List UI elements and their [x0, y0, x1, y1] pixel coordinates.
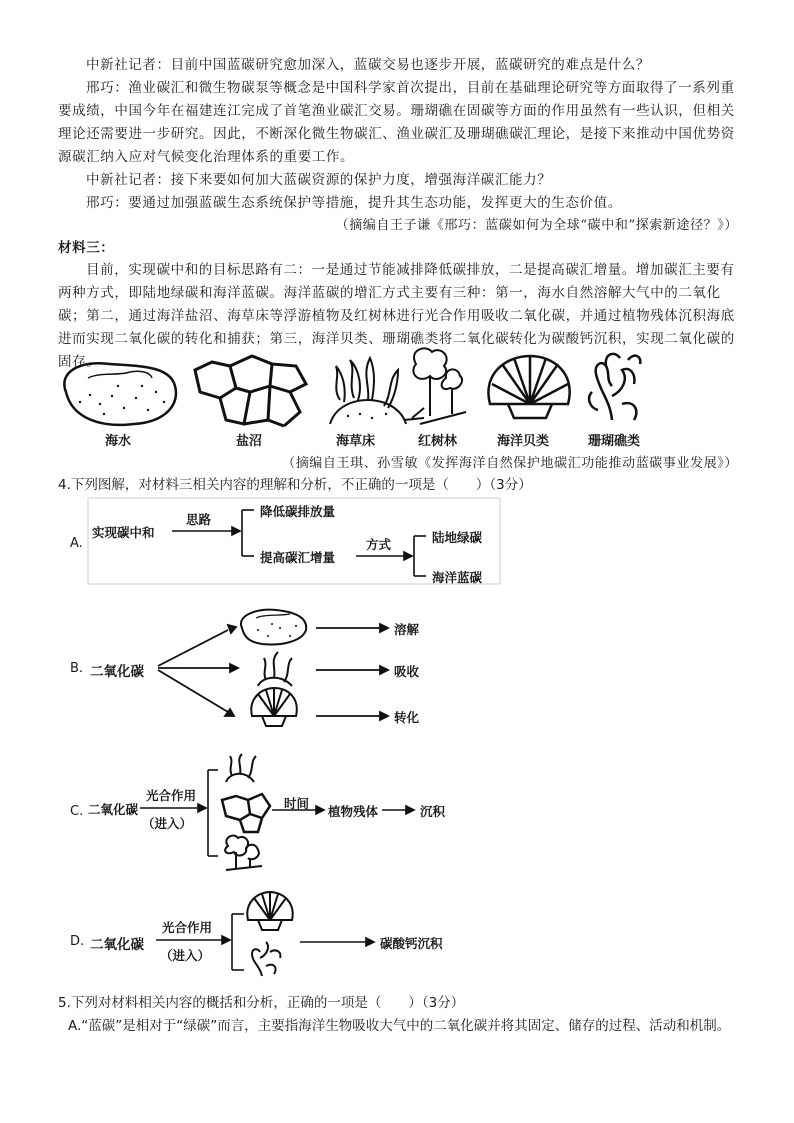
question-4-stem: 4.下列图解，对材料三相关内容的理解和分析，不正确的一项是（ ）（3分） — [58, 477, 532, 493]
option-a-leaf-1: 陆地绿碳 — [432, 530, 483, 545]
image-label-coral: 珊瑚礁类 — [588, 434, 641, 449]
interview-question-1: 中新社记者：目前中国蓝碳研究愈加深入，蓝碳交易也逐步开展，蓝碳研究的难点是什么？ — [86, 57, 650, 73]
image-label-salt-marsh: 盐沼 — [236, 434, 263, 449]
option-d-edge-bottom: （进入） — [160, 948, 211, 963]
option-c-edge-top: 光合作用 — [146, 788, 197, 803]
option-d-result: 碳酸钙沉积 — [380, 936, 443, 951]
option-b-root: 二氧化碳 — [90, 664, 144, 680]
image-label-seawater: 海水 — [105, 434, 132, 449]
option-b-result-convert: 转化 — [394, 710, 420, 725]
option-d-root: 二氧化碳 — [90, 937, 144, 953]
option-c-root: 二氧化碳 — [88, 802, 139, 817]
option-d-letter: D. — [70, 934, 85, 949]
image-label-seagrass: 海草床 — [336, 434, 376, 449]
option-a-edge-2: 方式 — [366, 537, 392, 552]
option-a-branch-2: 提高碳汇增量 — [260, 550, 336, 565]
option-a-edge: 思路 — [186, 512, 212, 527]
interview-answer-2: 邢巧：要通过加强蓝碳生态系统保护等措施，提升其生态功能，发挥更大的生态价值。 — [86, 195, 622, 211]
option-a-letter: A. — [70, 536, 83, 551]
option-a-branch-1: 降低碳排放量 — [260, 504, 336, 519]
option-b-letter: B. — [70, 661, 84, 676]
option-b-result-dissolve: 溶解 — [394, 622, 420, 637]
option-c-edge-time: 时间 — [284, 796, 310, 811]
option-a-root: 实现碳中和 — [92, 525, 155, 540]
option-c-result-residue: 植物残体 — [328, 804, 379, 819]
option-d-edge-top: 光合作用 — [162, 920, 213, 935]
image-label-mangrove: 红树林 — [418, 434, 458, 449]
option-a-leaf-2: 海洋蓝碳 — [432, 570, 483, 585]
material3-heading: 材料三： — [58, 240, 115, 256]
interview-question-2: 中新社记者：接下来要如何加大蓝碳资源的保护力度，增强海洋碳汇能力？ — [86, 172, 552, 188]
option-c-letter: C. — [70, 804, 84, 819]
option-c-result-deposit: 沉积 — [420, 804, 446, 819]
option-b-result-absorb: 吸收 — [394, 664, 420, 679]
option-c-edge-bottom: （进入） — [142, 816, 193, 831]
image-label-shell: 海洋贝类 — [497, 434, 550, 449]
interview-source: （摘编自王子谦《邢巧：蓝碳如何为全球“碳中和”探索新途径？》） — [335, 218, 738, 233]
material3-source: （摘编自王琪、孙雪敏《发挥海洋自然保护地碳汇功能推动蓝碳事业发展》） — [282, 456, 738, 471]
interview-answer-1: 邢巧：渔业碳汇和微生物碳泵等概念是中国科学家首次提出，目前在基础理论研究等方面取得了一系列重要成绩，中国今年在福建连江完成了首笔渔业碳汇交易。珊瑚礁在固碳等方面的作用虽然有一些认识，但相关理论还需要进一步研究。因此，不断深化微生物碳汇、渔业碳汇及珊瑚礁碳汇理论，是接下来推动中国优势资源碳汇纳入应对气候变化治理体系的重要工作。 — [58, 80, 735, 165]
question-5-stem: 5.下列对材料相关内容的概括和分析，正确的一项是（ ）（3分） — [58, 995, 465, 1011]
question-5-option-a: A.“蓝碳”是相对于“绿碳”而言，主要指海洋生物吸收大气中的二氧化碳并将其固定、储存的过程、活动和机制。 — [68, 1018, 731, 1034]
material3-body: 目前，实现碳中和的目标思路有二：一是通过节能减排降低碳排放，二是提高碳汇增量。增加碳汇主要有两种方式，即陆地绿碳和海洋蓝碳。海洋蓝碳的增汇方式主要有三种：第一，海水自然溶解大气中的二氧化碳；第二，通过海洋盐沼、海草床等浮游植物及红树林进行光合作用吸收二氧化碳，并通过植物残体沉积海底进而实现二氧化碳的转化和捕获；第三，海洋贝类、珊瑚礁类将二氧化碳转化为碳酸钙沉积，实现二氧化碳的固存。 — [58, 262, 735, 370]
